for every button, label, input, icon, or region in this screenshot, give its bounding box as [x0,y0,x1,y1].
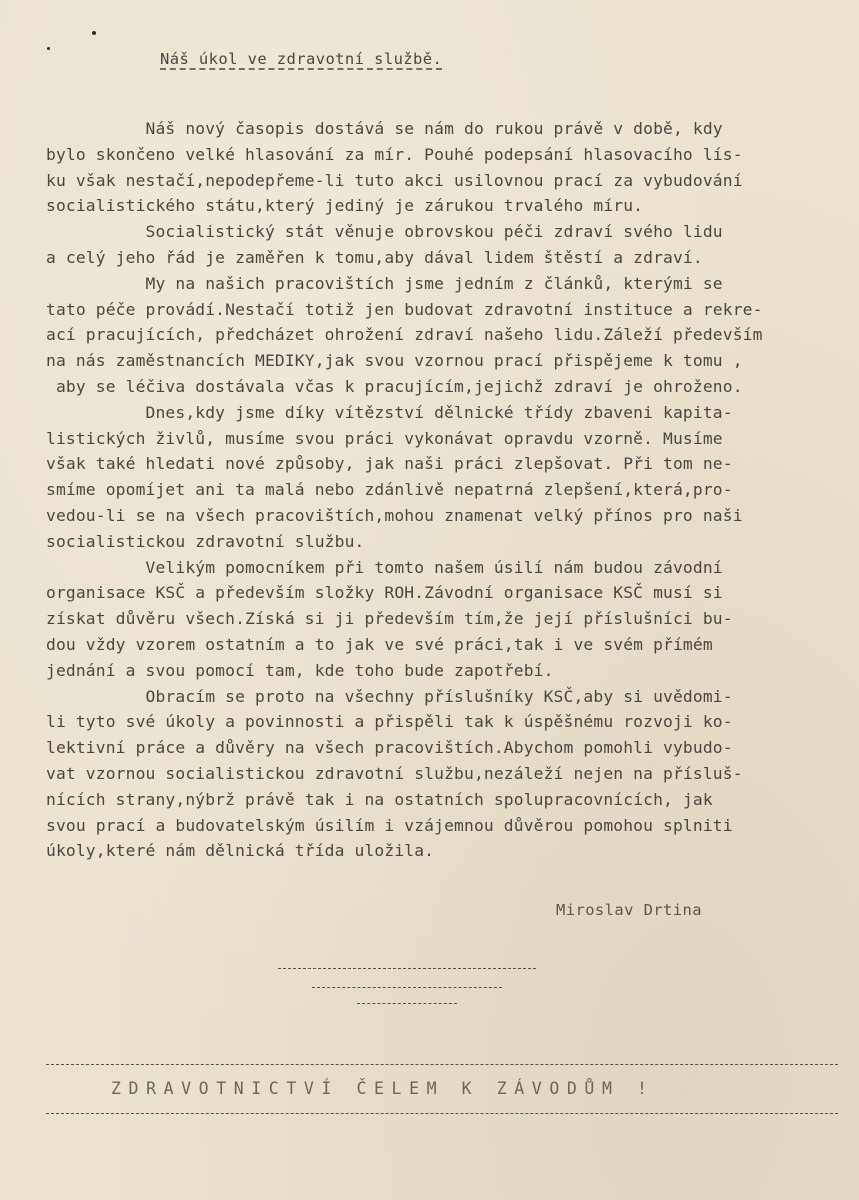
text-line: vedou-li se na všech pracovištích,mohou znamenat velký přínos pro naši [46,505,743,525]
text-line: listických živlů, musíme svou práci vykonávat opravdu vzorně. Musíme [46,428,723,448]
divider-dashes [357,1003,457,1004]
text-line: My na našich pracovištích jsme jedním z článků, kterými se [46,273,723,293]
text-line: na nás zaměstnancích MEDIKY,jak svou vzornou prací přispějeme k tomu , [46,351,743,371]
text-line: nících strany,nýbrž právě tak i na ostatních spolupracovnících, jak [46,789,713,809]
slogan-bottom-rule [46,1113,838,1114]
divider-dashes [278,968,536,969]
text-line: lektivní práce a důvěry na všech pracovištích.Abychom pomohli vybudo- [46,738,733,758]
text-line: Velikým pomocníkem při tomto našem úsilí nám budou závodní [46,557,723,577]
text-line: bylo skončeno velké hlasování za mír. Pouhé podepsání hlasovacího lís- [46,144,743,164]
slogan: ZDRAVOTNICTVÍ ČELEM K ZÁVODŮM ! [111,1079,655,1098]
signature: Miroslav Drtina [556,901,702,919]
text-line: Obracím se proto na všechny příslušníky KSČ,aby si uvědomi- [46,686,733,706]
text-line: li tyto své úkoly a povinnosti a přispěli tak k úspěšnému rozvoji ko- [46,712,733,732]
ink-dot [92,31,96,35]
document-title: Náš úkol ve zdravotní službě. [160,50,443,68]
text-line: vat vzornou socialistickou zdravotní službu,nezáleží nejen na přísluš- [46,763,743,783]
text-line: socialistickou zdravotní službu. [46,531,365,551]
text-line: a celý jeho řád je zaměřen k tomu,aby dával lidem štěstí a zdraví. [46,247,703,267]
text-line: ací pracujících, předcházet ohrožení zdraví našeho lidu.Záleží především [46,325,763,345]
text-line: ku však nestačí,nepodepřeme-li tuto akci usilovnou prací za vybudování [46,170,743,190]
divider-dashes [312,987,502,988]
text-line: aby se léčiva dostávala včas k pracujícím,jejichž zdraví je ohroženo. [46,376,743,396]
text-line: získat důvěru všech.Získá si ji především tím,že její příslušníci bu- [46,609,733,629]
text-line: organisace KSČ a především složky ROH.Závodní organisace KSČ musí si [46,583,723,603]
text-line: smíme opomíjet ani ta malá nebo zdánlivě nepatrná zlepšení,která,pro- [46,480,733,500]
text-line: socialistického státu,který jediný je zárukou trvalého míru. [46,196,644,216]
text-line: však také hledati nové způsoby, jak naši práci zlepšovat. Při tom ne- [46,454,733,474]
text-line: úkoly,které nám dělnická třída uložila. [46,841,435,861]
text-line: dou vždy vzorem ostatním a to jak ve své práci,tak i ve svém přímém [46,634,713,654]
text-line: tato péče provádí.Nestačí totiž jen budovat zdravotní instituce a rekre- [46,299,763,319]
text-line: Socialistický stát věnuje obrovskou péči zdraví svého lidu [46,222,723,242]
document-body [46,116,846,864]
text-line: Náš nový časopis dostává se nám do rukou právě v době, kdy [46,119,723,138]
ink-dot [47,47,50,50]
text-line: svou prací a budovatelským úsilím i vzájemnou důvěrou pomohou splniti [46,815,733,835]
text-line: jednání a svou pomocí tam, kde toho bude zapotřebí. [46,660,554,680]
slogan-top-rule [46,1064,838,1065]
text-line: Dnes,kdy jsme díky vítězství dělnické třídy zbaveni kapita- [46,402,733,422]
